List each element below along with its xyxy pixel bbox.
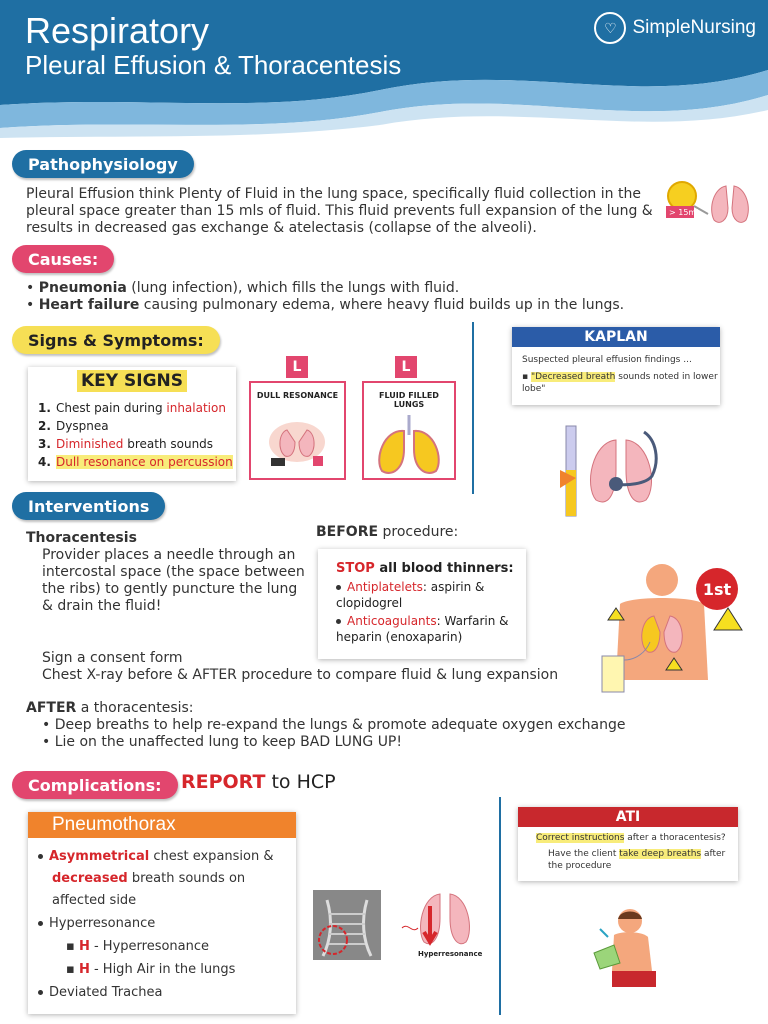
pneumo-item: Deviated Trachea [52,981,296,1004]
cause-item: • Pneumonia (lung infection), which fills the lungs with fluid. [26,280,460,296]
ati-answer: Have the client take deep breaths after the procedure [548,849,726,871]
xray-text: Chest X-ray before & AFTER procedure to compare fluid & lung expansion [42,667,559,683]
key-signs-card [28,367,236,481]
pneumo-item: Asymmetrical chest expansion & decreased breath sounds on affected side [52,846,296,912]
pneumo-subitem: ▪ H - Hyperresonance [66,939,210,954]
after-item: • Deep breaths to help re-expand the lungs & promote adequate oxygen exchange [42,717,626,733]
pathophysiology-text: Pleural Effusion think Plenty of Fluid in the lung space, specifically fluid collection in the pleural space greater than 15 mls of fluid. This fluid prevents full expansion of the lung & results in decreased gas exchange & atelectasis (collapse of the alveoli). [26,186,653,236]
brand-logo [594,12,756,44]
thoracentesis-text: Provider places a needle through an intercostal space (the space between the ribs) to gently puncture the lung & drain the fluid! [42,547,305,614]
key-sign-item: 1. Chest pain during inhalation [38,401,226,415]
pneumo-item: Hyperresonance [52,912,296,935]
key-sign-item: 4. Dull resonance on percussion [38,455,233,469]
heart-icon: ♡ [594,12,626,44]
after-item: • Lie on the unaffected lung to keep BAD LUNG UP! [42,734,402,750]
dull-resonance-title: DULL RESONANCE [256,391,339,400]
kaplan-title: KAPLAN [512,327,720,347]
hyperresonance-caption: Hyperresonance [418,950,483,958]
fluid-badge: L [395,356,417,378]
causes-label: Causes: [12,245,114,273]
consent-text: Sign a consent form [42,650,183,666]
stop-line: STOP all blood thinners: [336,561,514,576]
deep-breath-person-icon [590,905,670,991]
signs-label: Signs & Symptoms: [12,326,220,354]
ati-title: ATI [518,807,738,827]
dull-badge: L [286,356,308,378]
page-subtitle: Pleural Effusion & Thoracentesis [25,50,402,80]
causes-list [26,280,726,314]
pneumo-subitem: ▪ H - High Air in the lungs [66,962,236,977]
divider-line [472,322,474,494]
page-title: Respiratory [25,10,210,51]
cause-item: • Heart failure causing pulmonary edema, where heavy fluid builds up in the lungs. [26,297,625,313]
first-badge: 1st [696,568,738,610]
fluid-lungs-icon [364,409,454,479]
percussion-icon [251,400,344,470]
ati-card [518,807,738,881]
ati-question: Correct instructions after a thoracentesis? [536,833,726,843]
pathophysiology-label: Pathophysiology [12,150,194,178]
dull-resonance-box [249,381,346,480]
fluid-filled-box [362,381,456,480]
stethoscope-lung-icon [556,420,676,520]
brand-name: SimpleNursing [632,17,756,38]
fluid-amount-label: > 15ml [669,208,699,217]
report-heading: REPORT to HCP [181,771,336,793]
before-heading: BEFORE procedure: [316,524,459,540]
after-heading: AFTER a thoracentesis: [26,700,194,716]
header-banner [0,0,768,140]
divider-line-2 [499,797,501,1015]
pneumothorax-list [28,838,296,1004]
kaplan-intro: Suspected pleural effusion findings ... [522,355,692,365]
thinner-item: Antiplatelets: aspirin & clopidogrel [336,580,485,610]
key-sign-item: 3. Diminished breath sounds [38,437,214,451]
after-list [42,717,682,751]
kaplan-finding: ▪ "Decreased breath sounds noted in lower lobe" [522,372,718,394]
kaplan-card [512,327,720,405]
key-signs-title: KEY SIGNS [77,370,187,392]
complications-label: Complications: [12,771,178,799]
lung-fluid-icon [664,178,760,228]
xray-image-icon [313,890,381,960]
key-sign-item: 2. Dyspnea [38,419,109,433]
fluid-filled-title: FLUID FILLED LUNGS [379,391,439,409]
thoracentesis-title: Thoracentesis [26,530,137,546]
key-signs-list [38,399,236,471]
blood-thinners-card [318,549,526,659]
thinner-item: Anticoagulants: Warfarin & heparin (enoxaparin) [336,614,509,644]
interventions-label: Interventions [12,492,165,520]
pneumothorax-title: Pneumothorax [28,812,296,838]
pneumothorax-card [28,812,296,1014]
